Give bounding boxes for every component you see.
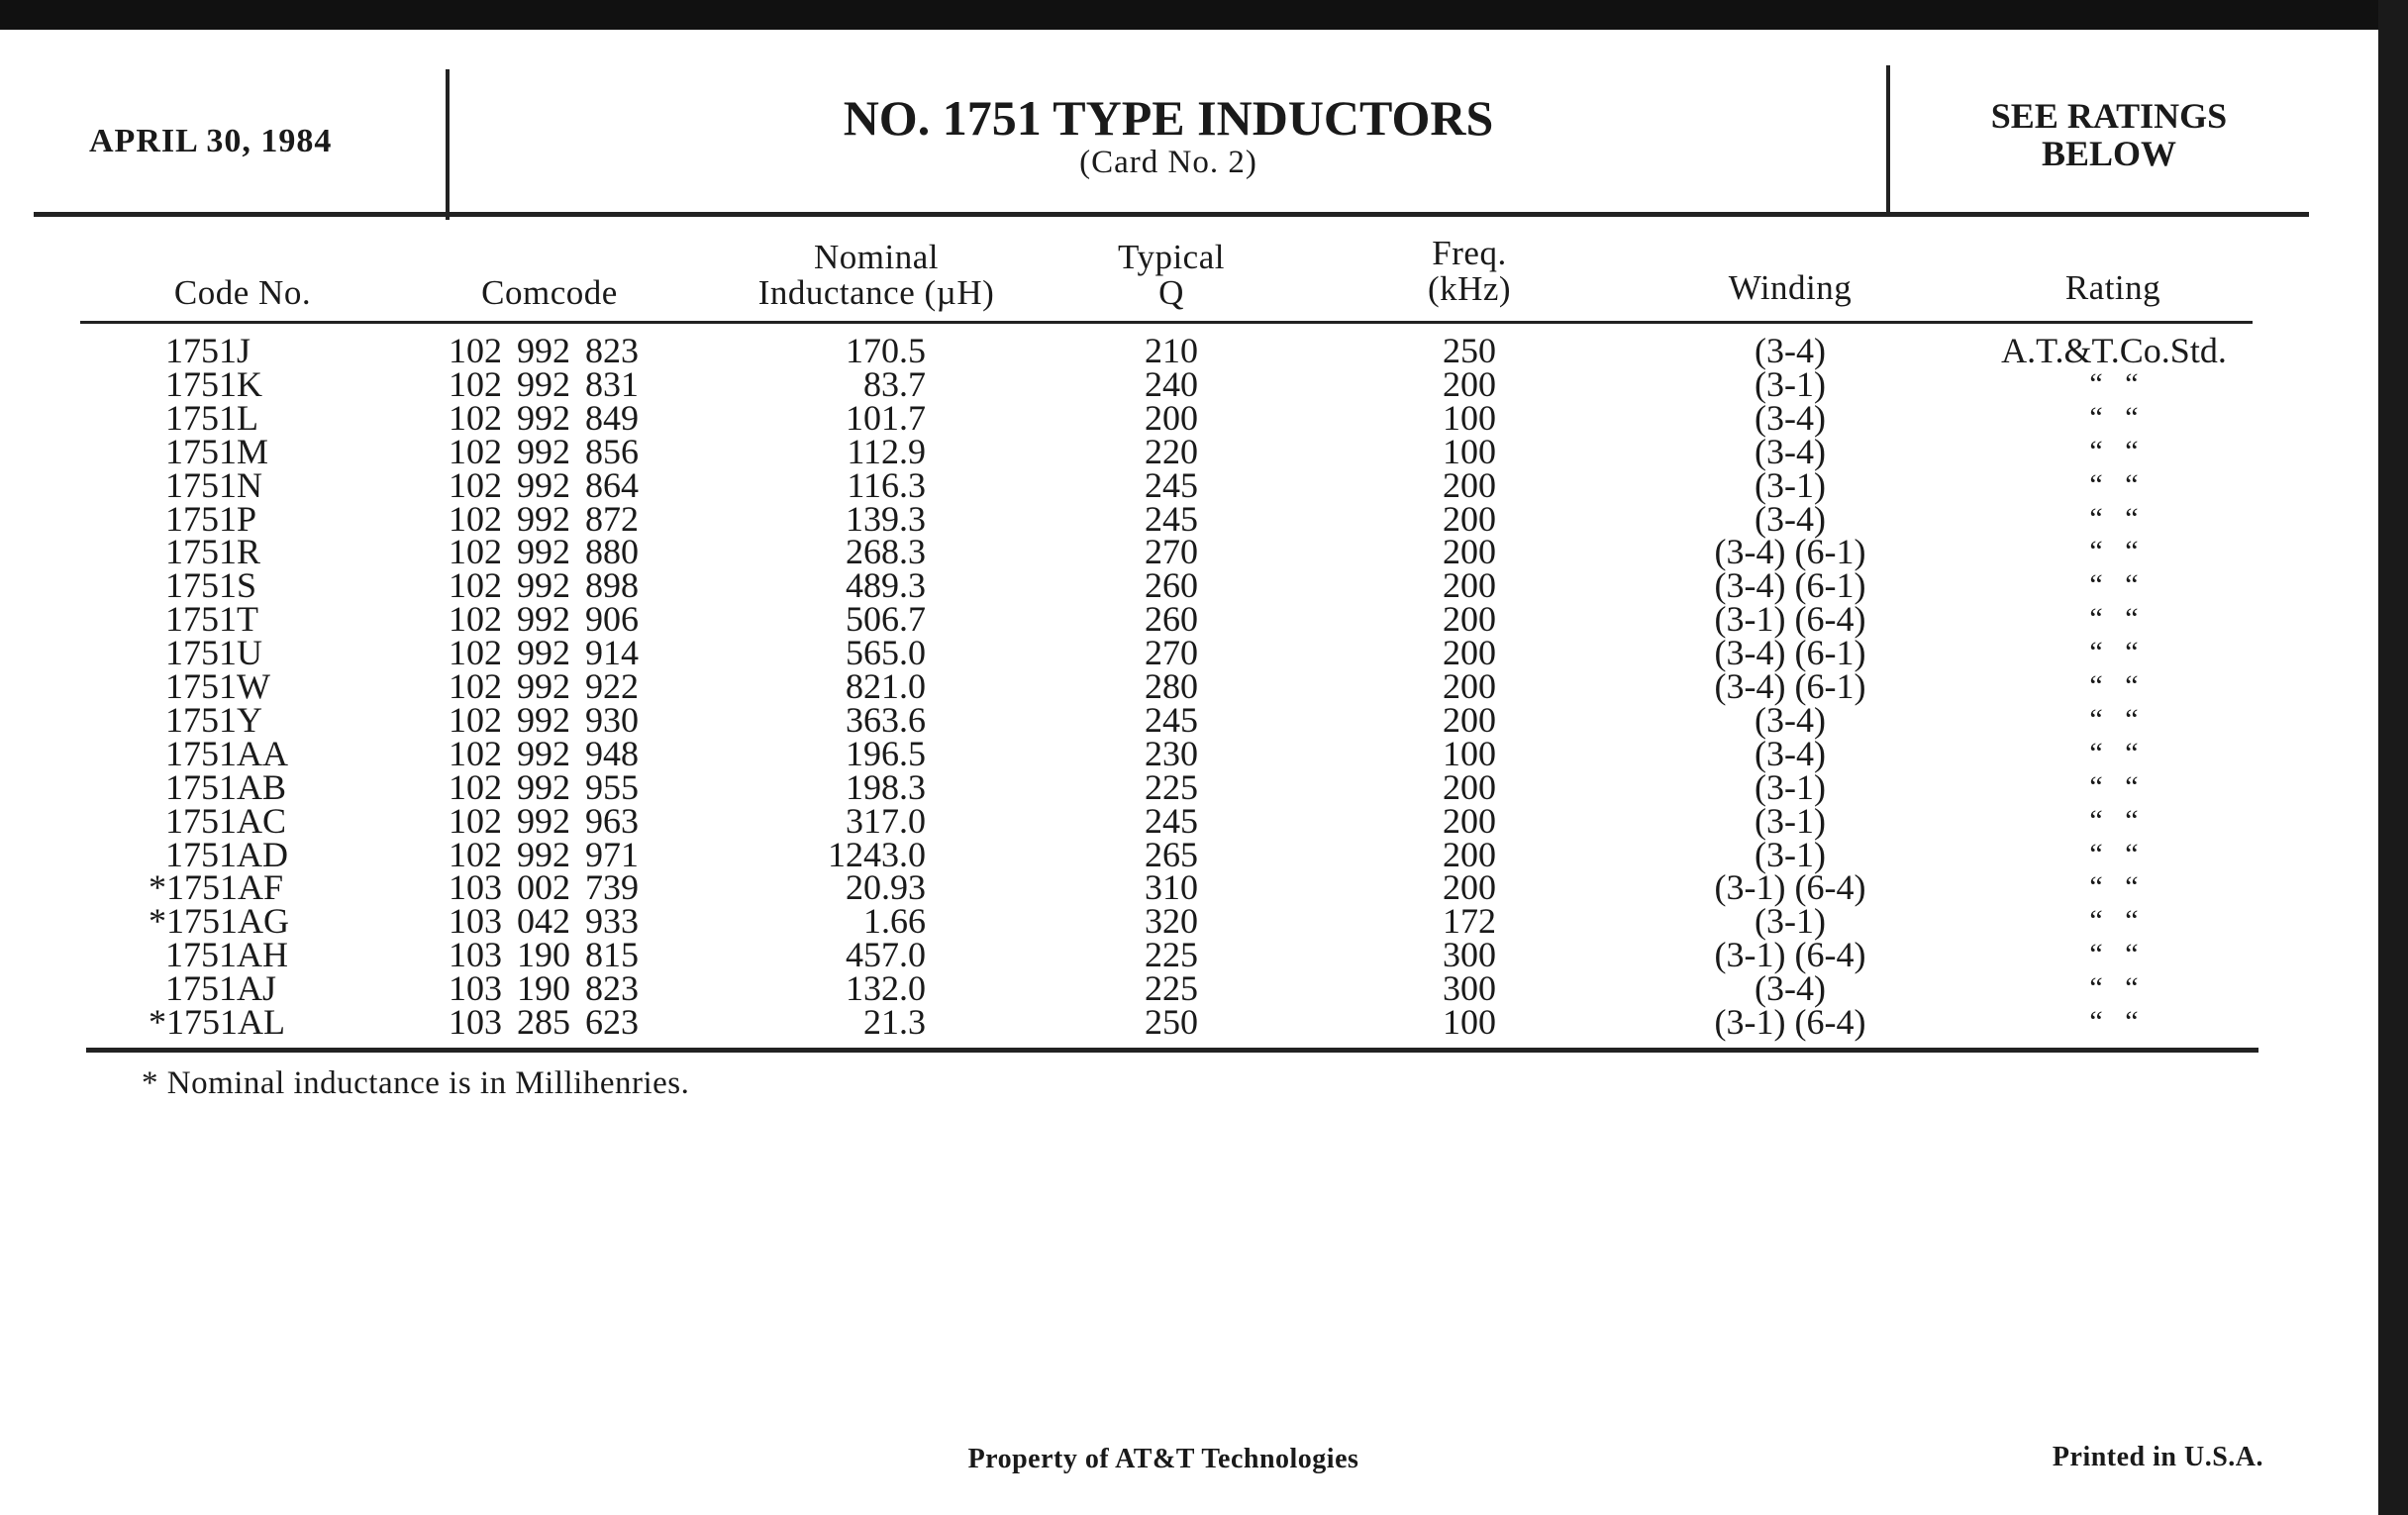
- rating-cell: “ “: [2089, 669, 2139, 702]
- freq-cell: 200: [1443, 633, 1496, 673]
- col-header-freq-line2: (kHz): [1427, 269, 1512, 308]
- code-cell: 1751N: [165, 464, 262, 505]
- col-header-q: [1082, 240, 1260, 311]
- code-cell: 1751AC: [165, 800, 287, 841]
- code-cell: 1751AA: [165, 733, 288, 773]
- q-cell: 270: [1145, 532, 1198, 572]
- comcode-cell: 103 285 623: [449, 1002, 639, 1042]
- comcode-cell: 103 002 739: [449, 867, 639, 908]
- comcode-cell: 102 992 930: [449, 699, 639, 740]
- winding-cell: (3-4): [1755, 733, 1826, 773]
- freq-cell: 300: [1443, 935, 1496, 975]
- inductance-cell: 196.5: [846, 733, 926, 773]
- q-cell: 260: [1145, 565, 1198, 606]
- col-header-rating: Rating: [2064, 268, 2161, 307]
- code-cell: 1751S: [165, 565, 257, 606]
- freq-cell: 100: [1443, 733, 1496, 773]
- q-cell: 200: [1145, 397, 1198, 438]
- rating-cell: “ “: [2089, 702, 2139, 736]
- q-cell: 310: [1145, 867, 1198, 908]
- see-ratings-note: [1901, 97, 2317, 172]
- table-bottom-rule: [86, 1048, 2258, 1053]
- q-cell: 250: [1145, 1002, 1198, 1042]
- inductance-cell: 112.9: [847, 431, 926, 471]
- winding-cell: (3-1): [1755, 800, 1826, 841]
- header-divider-left: [446, 69, 450, 220]
- q-cell: 260: [1145, 599, 1198, 640]
- q-cell: 220: [1145, 431, 1198, 471]
- winding-cell: (3-1): [1755, 901, 1826, 942]
- comcode-cell: 102 992 872: [449, 498, 639, 539]
- rating-cell: “ “: [2089, 568, 2139, 602]
- rating-cell: “ “: [2089, 736, 2139, 769]
- q-cell: 320: [1145, 901, 1198, 942]
- code-cell: 1751K: [165, 363, 262, 404]
- code-cell: 1751W: [165, 666, 270, 706]
- code-cell: 1751AH: [165, 935, 288, 975]
- inductance-cell: 565.0: [846, 633, 926, 673]
- header-rule: [34, 212, 2309, 217]
- comcode-cell: 102 992 864: [449, 464, 639, 505]
- code-cell: 1751AB: [165, 766, 287, 807]
- rating-cell: “ “: [2089, 434, 2139, 467]
- freq-cell: 200: [1443, 666, 1496, 706]
- freq-cell: 100: [1443, 431, 1496, 471]
- comcode-cell: 102 992 914: [449, 633, 639, 673]
- page-subtitle: (Card No. 2): [1079, 145, 1257, 180]
- comcode-cell: 102 992 849: [449, 397, 639, 438]
- winding-cell: (3-1): [1755, 834, 1826, 874]
- comcode-cell: 102 992 831: [449, 363, 639, 404]
- winding-cell: (3-4): [1755, 498, 1826, 539]
- winding-cell: (3-1): [1755, 363, 1826, 404]
- winding-cell: (3-4): [1755, 397, 1826, 438]
- freq-cell: 200: [1443, 800, 1496, 841]
- col-header-q-line1: Typical: [1118, 238, 1225, 276]
- code-cell: 1751T: [165, 599, 258, 640]
- inductance-cell: 1243.0: [828, 834, 926, 874]
- winding-cell: (3-1): [1755, 766, 1826, 807]
- col-header-q-line2: Q: [1158, 273, 1184, 312]
- freq-cell: 200: [1443, 834, 1496, 874]
- q-cell: 230: [1145, 733, 1198, 773]
- inductance-cell: 20.93: [846, 867, 926, 908]
- winding-cell: (3-4) (6-1): [1714, 633, 1866, 673]
- winding-cell: (3-4): [1755, 431, 1826, 471]
- code-cell: 1751U: [165, 633, 262, 673]
- code-cell: 1751Y: [165, 699, 262, 740]
- comcode-cell: 103 042 933: [449, 901, 639, 942]
- winding-cell: (3-4) (6-1): [1714, 666, 1866, 706]
- col-header-freq-line1: Freq.: [1432, 234, 1507, 272]
- q-cell: 245: [1145, 699, 1198, 740]
- footnote: * Nominal inductance is in Millihenries.: [142, 1065, 690, 1101]
- comcode-cell: 102 992 955: [449, 766, 639, 807]
- code-cell: 1751AJ: [165, 968, 277, 1009]
- inductance-cell: 489.3: [846, 565, 926, 606]
- comcode-cell: 102 992 880: [449, 532, 639, 572]
- code-cell: 1751R: [165, 532, 261, 572]
- header-divider-right: [1886, 65, 1890, 214]
- freq-cell: 200: [1443, 565, 1496, 606]
- rating-cell: “ “: [2089, 971, 2139, 1005]
- col-header-inductance: [713, 240, 1040, 311]
- winding-cell: (3-4) (6-1): [1714, 565, 1866, 606]
- inductance-cell: 1.66: [863, 901, 926, 942]
- freq-cell: 200: [1443, 363, 1496, 404]
- code-cell: 1751AD: [165, 834, 288, 874]
- inductance-cell: 363.6: [846, 699, 926, 740]
- q-cell: 240: [1145, 363, 1198, 404]
- col-header-inductance-line2: Inductance (µH): [757, 273, 995, 312]
- rating-cell: “ “: [2089, 400, 2139, 434]
- q-cell: 225: [1145, 766, 1198, 807]
- code-cell: *1751AF: [149, 867, 284, 908]
- comcode-cell: 102 992 906: [449, 599, 639, 640]
- footer-printed: Printed in U.S.A.: [2052, 1442, 2263, 1472]
- code-cell: *1751AG: [149, 901, 289, 942]
- winding-cell: (3-4): [1755, 699, 1826, 740]
- winding-cell: (3-1) (6-4): [1714, 1002, 1866, 1042]
- winding-cell: (3-1) (6-4): [1714, 867, 1866, 908]
- winding-cell: (3-1): [1755, 464, 1826, 505]
- winding-cell: (3-4): [1755, 331, 1826, 370]
- comcode-cell: 102 992 856: [449, 431, 639, 471]
- freq-cell: 100: [1443, 1002, 1496, 1042]
- freq-cell: 200: [1443, 699, 1496, 740]
- q-cell: 245: [1145, 464, 1198, 505]
- freq-cell: 172: [1443, 901, 1496, 942]
- rating-cell: “ “: [2089, 870, 2139, 904]
- column-header-rule: [80, 321, 2253, 324]
- code-cell: 1751P: [165, 498, 257, 539]
- q-cell: 210: [1145, 331, 1198, 370]
- q-cell: 270: [1145, 633, 1198, 673]
- footer-property: Property of AT&T Technologies: [967, 1444, 1359, 1474]
- q-cell: 225: [1145, 968, 1198, 1009]
- comcode-cell: 102 992 971: [449, 834, 639, 874]
- rating-cell: “ “: [2089, 602, 2139, 636]
- inductance-cell: 101.7: [846, 397, 926, 438]
- q-cell: 245: [1145, 800, 1198, 841]
- scan-right-border: [2378, 0, 2408, 1515]
- q-cell: 245: [1145, 498, 1198, 539]
- inductance-cell: 170.5: [846, 331, 926, 370]
- comcode-cell: 102 992 823: [449, 331, 639, 370]
- rating-cell: “ “: [2089, 904, 2139, 938]
- inductance-cell: 198.3: [846, 766, 926, 807]
- winding-cell: (3-1) (6-4): [1714, 599, 1866, 640]
- inductance-cell: 317.0: [846, 800, 926, 841]
- freq-cell: 200: [1443, 766, 1496, 807]
- rating-cell: “ “: [2089, 467, 2139, 501]
- rating-cell: “ “: [2089, 938, 2139, 971]
- freq-cell: 200: [1443, 464, 1496, 505]
- rating-cell: “ “: [2089, 1005, 2139, 1038]
- q-cell: 225: [1145, 935, 1198, 975]
- col-header-winding: Winding: [1728, 268, 1853, 307]
- freq-cell: 100: [1443, 397, 1496, 438]
- rating-cell: “ “: [2089, 769, 2139, 803]
- rating-cell: “ “: [2089, 501, 2139, 535]
- q-cell: 280: [1145, 666, 1198, 706]
- rating-cell: A.T.&T.Co.Std.: [2001, 331, 2227, 370]
- freq-cell: 250: [1443, 331, 1496, 370]
- freq-cell: 200: [1443, 532, 1496, 572]
- inductance-cell: 83.7: [863, 363, 926, 404]
- see-ratings-line1: SEE RATINGS: [1990, 96, 2228, 136]
- inductance-cell: 506.7: [846, 599, 926, 640]
- q-cell: 265: [1145, 834, 1198, 874]
- winding-cell: (3-1) (6-4): [1714, 935, 1866, 975]
- inductance-cell: 21.3: [863, 1002, 926, 1042]
- see-ratings-line2: BELOW: [2041, 134, 2177, 173]
- inductance-cell: 132.0: [846, 968, 926, 1009]
- comcode-cell: 103 190 823: [449, 968, 639, 1009]
- comcode-cell: 102 992 922: [449, 666, 639, 706]
- rating-cell: “ “: [2089, 837, 2139, 870]
- code-cell: *1751AL: [149, 1002, 285, 1042]
- col-header-inductance-line1: Nominal: [814, 238, 939, 276]
- comcode-cell: 103 190 815: [449, 935, 639, 975]
- comcode-cell: 102 992 898: [449, 565, 639, 606]
- inductance-cell: 457.0: [846, 935, 926, 975]
- winding-cell: (3-4): [1755, 968, 1826, 1009]
- code-cell: 1751J: [165, 331, 251, 370]
- col-header-comcode: Comcode: [481, 273, 618, 312]
- rating-cell: “ “: [2089, 535, 2139, 568]
- page-title: NO. 1751 TYPE INDUCTORS: [843, 90, 1494, 146]
- rating-cell: “ “: [2089, 803, 2139, 837]
- winding-cell: (3-4) (6-1): [1714, 532, 1866, 572]
- freq-cell: 200: [1443, 867, 1496, 908]
- comcode-cell: 102 992 963: [449, 800, 639, 841]
- col-header-code: Code No.: [173, 273, 312, 312]
- freq-cell: 200: [1443, 498, 1496, 539]
- inductance-cell: 821.0: [846, 666, 926, 706]
- code-cell: 1751L: [165, 397, 258, 438]
- col-header-freq: [1390, 236, 1549, 307]
- freq-cell: 200: [1443, 599, 1496, 640]
- inductance-cell: 139.3: [846, 498, 926, 539]
- inductance-cell: 116.3: [847, 464, 926, 505]
- scan-top-border: [0, 0, 2408, 30]
- rating-cell: “ “: [2089, 366, 2139, 400]
- comcode-cell: 102 992 948: [449, 733, 639, 773]
- code-cell: 1751M: [165, 431, 269, 471]
- freq-cell: 300: [1443, 968, 1496, 1009]
- rating-cell: “ “: [2089, 636, 2139, 669]
- inductance-cell: 268.3: [846, 532, 926, 572]
- card-date: APRIL 30, 1984: [89, 123, 333, 159]
